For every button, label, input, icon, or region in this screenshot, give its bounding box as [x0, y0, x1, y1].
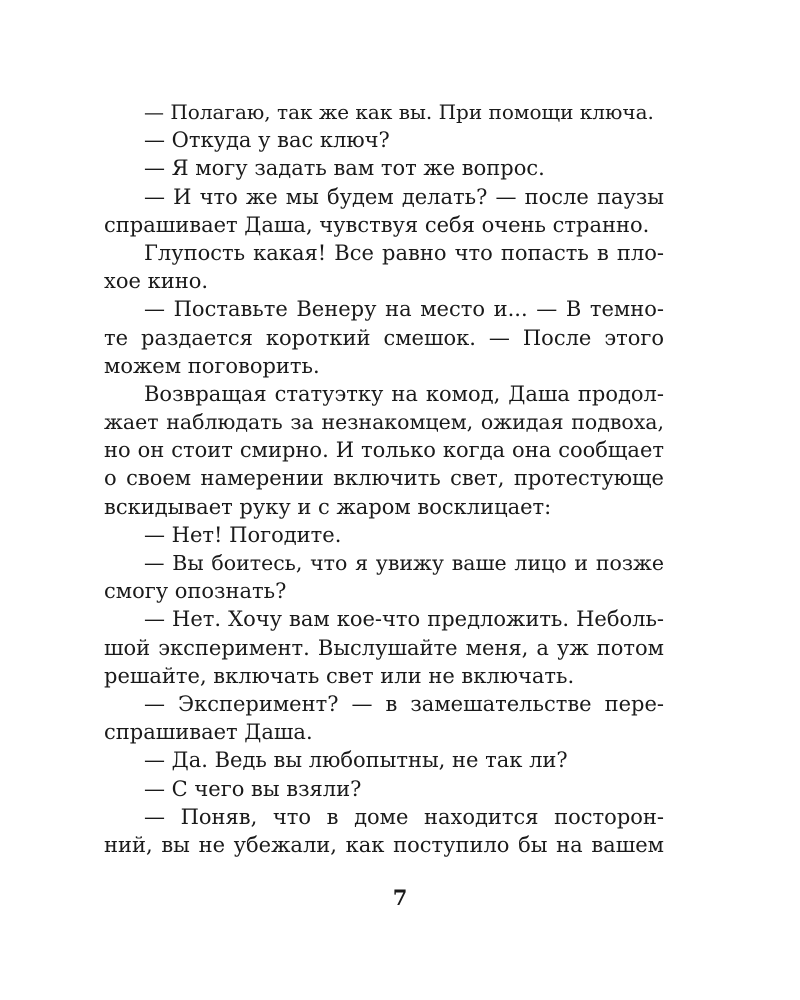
- page-text-body: [104, 98, 664, 859]
- text-line: те раздается короткий смешок. — После этого: [104, 325, 664, 350]
- text-line: — Нет. Хочу вам кое-что предложить. Неболь-: [144, 607, 664, 632]
- text-line: хое кино.: [104, 269, 209, 294]
- text-line: смогу опознать?: [104, 579, 287, 604]
- text-line: спрашивает Даша.: [104, 720, 313, 745]
- text-line: — Откуда у вас ключ?: [144, 128, 390, 153]
- text-line: — Полагаю, так же как вы. При помощи ключа.: [144, 100, 654, 124]
- text-line: ний, вы не убежали, как поступило бы на вашем: [104, 832, 664, 857]
- text-line: — Я могу задать вам тот же вопрос.: [144, 156, 545, 181]
- text-line: спрашивает Даша, чувствуя себя очень странно.: [104, 212, 650, 237]
- text-line: жает наблюдать за незнакомцем, ожидая подвоха,: [104, 410, 664, 435]
- text-line: — Нет! Погодите.: [144, 522, 342, 547]
- text-line: — С чего вы взяли?: [144, 776, 362, 801]
- text-line: можем поговорить.: [104, 353, 320, 378]
- page-number: 7: [392, 885, 408, 910]
- text-line: — И что же мы будем делать? — после паузы: [144, 184, 664, 209]
- text-line: — Вы боитесь, что я увижу ваше лицо и позже: [144, 551, 664, 575]
- text-line: вскидывает руку и с жаром восклицает:: [104, 494, 552, 519]
- text-line: Глупость какая! Все равно что попасть в пло-: [144, 240, 664, 265]
- text-line: решайте, включать свет или не включать.: [104, 663, 575, 688]
- text-line: — Да. Ведь вы любопытны, не так ли?: [144, 748, 568, 773]
- text-line: — Эксперимент? — в замешательстве пере-: [144, 691, 664, 716]
- text-line: но он стоит смирно. И только когда она сообщает: [104, 438, 664, 463]
- text-line: о своем намерении включить свет, протестующе: [104, 466, 664, 491]
- text-line: — Поняв, что в доме находится посторон-: [144, 804, 664, 829]
- text-line: шой эксперимент. Выслушайте меня, а уж потом: [104, 635, 664, 660]
- text-line: — Поставьте Венеру на место и... — В темно-: [144, 297, 664, 322]
- text-line: Возвращая статуэтку на комод, Даша продол-: [144, 381, 664, 406]
